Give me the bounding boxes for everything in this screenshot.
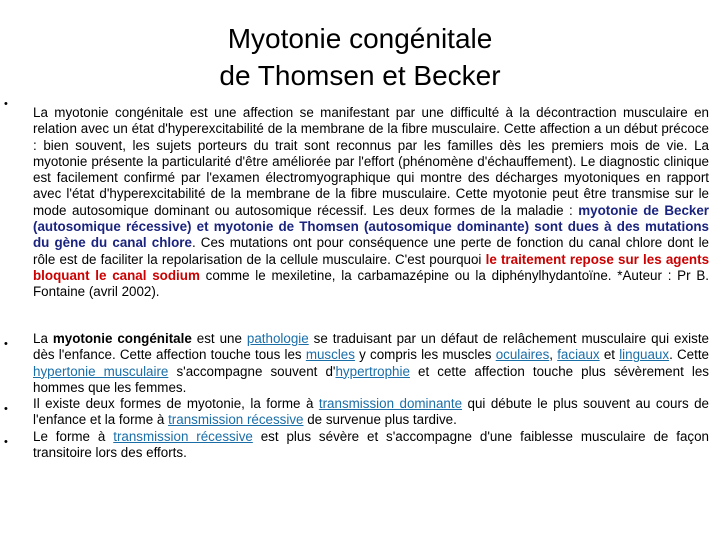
p2-text-10: et cette affection touche plus sévèrement les hommes que les femmes.	[33, 363, 709, 395]
p4-text-2: est plus sévère et s'accompagne d'une faiblesse musculaire de façon transitoire lors des efforts.	[33, 429, 710, 461]
p3-text-1: Il existe deux formes de myotonie, la forme à	[33, 396, 319, 411]
title-line-1: Myotonie congénitale	[227, 23, 493, 54]
link-transmission-dominante[interactable]: transmission dominante	[318, 396, 463, 411]
link-transmission-recessive[interactable]: transmission récessive	[168, 412, 304, 428]
p1-highlight-mutations: myotonie de Becker (autosomique récessive) et myotonie de Thomsen (autosomique dominante) sont dues à des mutations du gène du canal chlore	[33, 202, 710, 251]
link-faciaux[interactable]: faciaux	[557, 347, 600, 363]
p2-text-7: et	[599, 347, 620, 363]
link-transmission-recessive-2[interactable]: transmission récessive	[113, 429, 253, 444]
p1-text-3: . Ces mutations ont pour conséquence une perte de fonction du canal chlore dont le rôle est de faciliter la repolarisation de la cellule musculaire. C'est pourquoi	[33, 235, 709, 267]
bullet-marker: •	[4, 338, 8, 350]
title-line-2: de Thomsen et Becker	[219, 60, 501, 91]
p3-text-2: qui débute le plus souvent au cours de l'enfance et la forme à	[33, 396, 710, 428]
bullet-marker: •	[4, 403, 8, 415]
paragraph-3	[33, 396, 709, 429]
p2-text-4: se traduisant par un défaut de relâchement musculaire qui existe dès l'enfance. Cette affection touche tous les	[33, 331, 710, 363]
slide-title	[0, 20, 720, 94]
p1-highlight-treatment: le traitement repose sur les agents bloquant le canal sodium	[33, 251, 710, 283]
p1-text-1: La myotonie congénitale est une affection se manifestant par une difficulté à la décontraction musculaire en relation avec un état d'hyperexcitabilité de la membrane de la fibre musculaire. Cette affection a un début précoce : bien souvent, les sujets porteurs du trait sont reconnus par les familles dès les premiers mois de vie. La myotonie présente la particularité d'être améliorée par l'effort (phénomène d'échauffement). Le diagnostic clinique est facilement confirmé par l'examen électromyographique qui montre des décharges myotoniques en rapport avec l'état d'hyperexcitabilité de la membrane de la fibre musculaire. Cette myotonie peut être transmise sur le mode autosomique dominant ou autosomique récessif. Les deux formes de la maladie :	[33, 105, 709, 218]
p3-text-3: de survenue plus tardive.	[303, 412, 457, 428]
link-oculaires[interactable]: oculaires	[495, 347, 550, 363]
bullet-marker: •	[4, 436, 8, 448]
p1-text-5: comme le mexiletine, la carbamazépine ou la diphénylhydantoïne. *Auteur : Pr B. Fontaine (avril 2002).	[33, 267, 709, 300]
link-hypertonie-musculaire[interactable]: hypertonie musculaire	[33, 363, 169, 379]
p4-text-1: Le forme à	[33, 429, 114, 444]
link-hypertrophie[interactable]: hypertrophie	[335, 363, 410, 379]
paragraph-4	[33, 429, 709, 462]
paragraph-1	[33, 105, 709, 301]
p2-bold-term: myotonie congénitale	[52, 331, 192, 346]
link-pathologie[interactable]: pathologie	[246, 331, 309, 346]
p2-text-6: ,	[549, 347, 558, 363]
bullet-marker: •	[4, 98, 8, 110]
link-linguaux[interactable]: linguaux	[619, 347, 670, 363]
paragraph-2	[33, 331, 709, 396]
p2-text-9: s'accompagne souvent d'	[168, 363, 336, 379]
link-muscles[interactable]: muscles	[305, 347, 355, 363]
p2-text-8: . Cette	[669, 347, 709, 363]
p2-text-5: y compris les muscles	[354, 347, 496, 363]
p2-text-1: La	[33, 331, 53, 346]
p2-text-3: est une	[191, 331, 247, 346]
